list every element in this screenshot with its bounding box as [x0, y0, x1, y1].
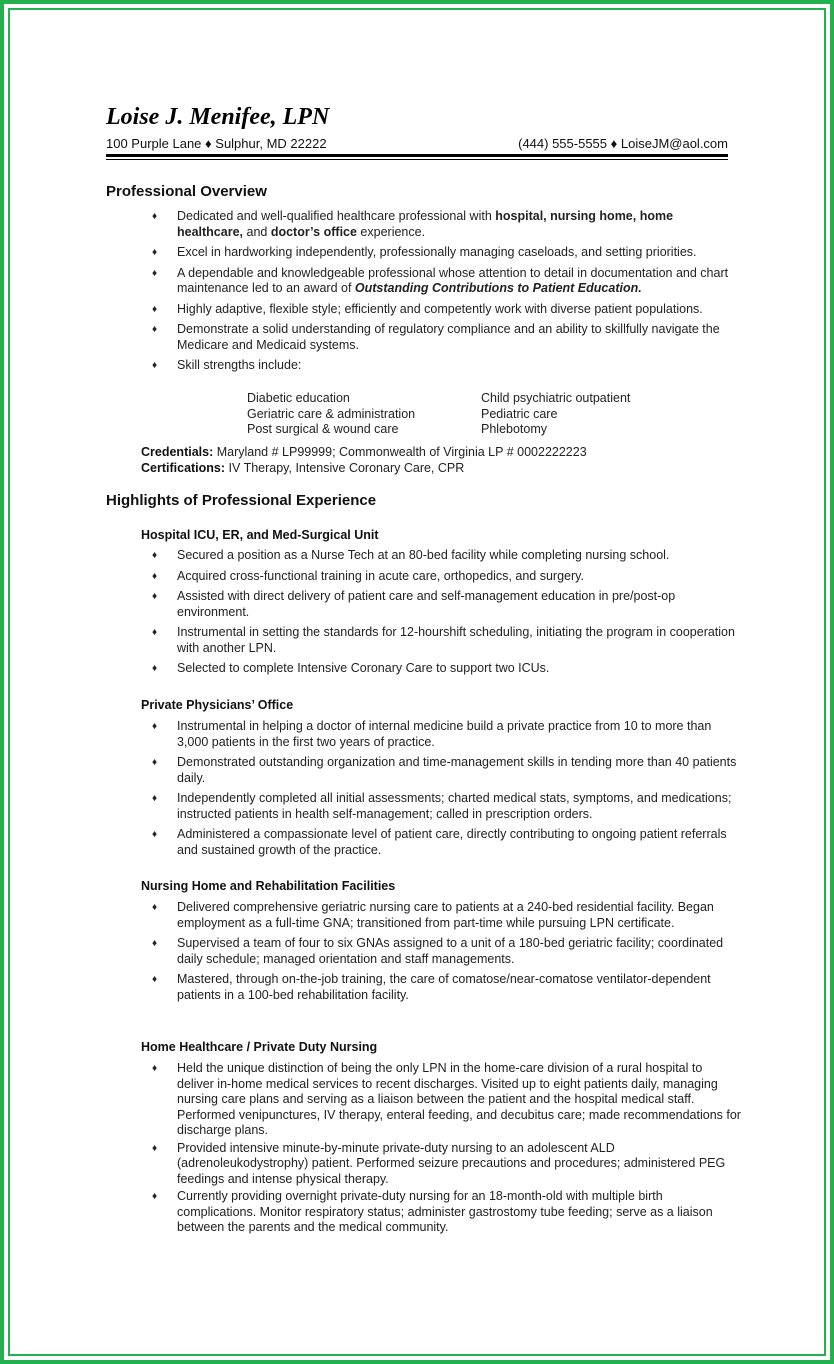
diamond-bullet-icon: ♦: [152, 974, 158, 985]
diamond-bullet-icon: ♦: [152, 663, 158, 674]
list-item: ♦ Independently completed all initial assessments; charted medical stats, symptoms, and medications; instructed patients in health self-management; called in prescription orders.: [152, 791, 732, 821]
diamond-bullet-icon: ♦: [152, 1063, 158, 1074]
skills-row: [247, 422, 667, 438]
section-list: [152, 719, 742, 858]
skill: Post surgical & wound care: [247, 422, 399, 436]
candidate-name: Loise J. Menifee, LPN: [106, 104, 330, 130]
diamond-bullet-icon: ♦: [152, 591, 158, 602]
list-item: ♦ Excel in hardworking independently, professionally managing caseloads, and setting priorities.: [152, 245, 697, 259]
list-item: ♦ A dependable and knowledgeable professional whose attention to detail in documentation and chart maintenance led to an award of Outstanding Contributions to Patient Education.: [152, 265, 729, 295]
list-item: ♦ Instrumental in helping a doctor of internal medicine build a private practice from 10 to more than 3,000 patients in the first two years of practice.: [152, 719, 712, 749]
skill: Pediatric care: [481, 406, 558, 421]
skill: Child psychiatric outpatient: [481, 391, 631, 405]
skills-row: [247, 407, 667, 423]
section-heading: Private Physicians’ Office: [141, 698, 294, 712]
diamond-bullet-icon: ♦: [152, 1142, 158, 1154]
list-item: ♦ Acquired cross-functional training in acute care, orthopedics, and surgery.: [152, 568, 584, 583]
experience-heading: Highlights of Professional Experience: [106, 492, 377, 509]
diamond-bullet-icon: ♦: [152, 721, 158, 732]
section-heading: Home Healthcare / Private Duty Nursing: [141, 1040, 378, 1054]
list-item: ♦ Secured a position as a Nurse Tech at an 80-bed facility while completing nursing school.: [152, 548, 670, 562]
list-item: ♦ Administered a compassionate level of patient care, directly contributing to ongoing patient referrals and sustained growth of the practice.: [152, 827, 727, 857]
diamond-bullet-icon: ♦: [152, 247, 158, 258]
section-heading: Hospital ICU, ER, and Med-Surgical Unit: [141, 528, 379, 542]
phone-email: (444) 555-5555 ♦ LoiseJM@aol.com: [518, 136, 728, 151]
diamond-bullet-icon: ♦: [152, 550, 158, 561]
skill: Diabetic education: [247, 391, 350, 405]
certifications: Certifications: IV Therapy, Intensive Coronary Care, CPR: [141, 461, 465, 475]
list-item: ♦ Delivered comprehensive geriatric nursing care to patients at a 240-bed residential facility. Began employment as a full-time GNA; transitioned from part-time while pursuing LPN certificate.: [152, 900, 714, 930]
header-rule-thick: [106, 154, 728, 157]
diamond-bullet-icon: ♦: [152, 627, 158, 638]
diamond-bullet-icon: ♦: [152, 211, 158, 222]
list-item: ♦ Provided intensive minute-by-minute private-duty nursing to an adolescent ALD (adrenoleukodystrophy) patient. Performed seizure precautions and procedures; administered PEG feedings and intense physical therapy.: [152, 1140, 726, 1186]
diamond-bullet-icon: ♦: [152, 360, 158, 371]
list-item: ♦ Currently providing overnight private-duty nursing for an 18-month-old with multiple birth complications. Monitor respiratory status; administer gastrostomy tube feeding; serve as a liaison between the parents and the medical community.: [152, 1189, 713, 1234]
skill: Phlebotomy: [481, 422, 548, 436]
diamond-bullet-icon: ♦: [152, 829, 158, 840]
diamond-bullet-icon: ♦: [152, 570, 158, 582]
overview-heading: Professional Overview: [106, 183, 267, 200]
diamond-bullet-icon: ♦: [152, 267, 158, 279]
list-item: ♦ Demonstrate a solid understanding of regulatory compliance and an ability to skillfully navigate the Medicare and Medicaid systems.: [152, 322, 720, 352]
overview-list: [152, 209, 742, 374]
diamond-bullet-icon: ♦: [152, 938, 158, 949]
list-item: ♦ Held the unique distinction of being the only LPN in the home-care division of a rural hospital to deliver in-home medical services to recent discharges. Visited up to eight patients daily, managing nursing care plans and serving as a liaison between the patient and the hospital medical staff. Performed venipunctures, IV therapy, enteral feeding, and decubitus care; made recommendations for discharge plans.: [152, 1061, 741, 1137]
diamond-bullet-icon: ♦: [152, 324, 158, 335]
diamond-bullet-icon: ♦: [152, 793, 158, 804]
section-list: [152, 548, 742, 677]
header-rule-thin: [106, 159, 728, 160]
diamond-bullet-icon: ♦: [152, 1191, 158, 1202]
section-heading: Nursing Home and Rehabilitation Facilities: [141, 879, 396, 893]
list-item: ♦ Highly adaptive, flexible style; efficiently and competently work with diverse patient populations.: [152, 301, 703, 316]
skills-row: [247, 391, 667, 407]
skills-table: [247, 391, 667, 438]
credentials: Credentials: Maryland # LP99999; Commonwealth of Virginia LP # 0002222223: [141, 445, 587, 459]
section-list: [152, 900, 742, 1003]
list-item: ♦ Skill strengths include:: [152, 358, 302, 372]
list-item: ♦ Selected to complete Intensive Coronary Care to support two ICUs.: [152, 661, 550, 675]
section-list: [152, 1061, 742, 1236]
diamond-bullet-icon: ♦: [152, 303, 158, 315]
diamond-bullet-icon: ♦: [152, 757, 158, 768]
list-item: ♦ Assisted with direct delivery of patient care and self-management education in pre/post-op environment.: [152, 589, 676, 619]
list-item: ♦ Mastered, through on-the-job training, the care of comatose/near-comatose ventilator-dependent patients in a 100-bed rehabilitation facility.: [152, 972, 711, 1002]
address: 100 Purple Lane ♦ Sulphur, MD 22222: [106, 136, 327, 151]
skill: Geriatric care & administration: [247, 406, 416, 421]
list-item: ♦ Demonstrated outstanding organization and time-management skills in tending more than 40 patients daily.: [152, 755, 737, 785]
list-item: ♦ Instrumental in setting the standards for 12-hourshift scheduling, initiating the program in cooperation with another LPN.: [152, 625, 735, 655]
diamond-bullet-icon: ♦: [152, 902, 158, 913]
list-item: ♦ Dedicated and well-qualified healthcare professional with hospital, nursing home, home healthcare, and doctor’s office experience.: [152, 209, 674, 239]
list-item: ♦ Supervised a team of four to six GNAs assigned to a unit of a 180-bed geriatric facility; coordinated daily schedule; managed orientation and staff managements.: [152, 936, 724, 966]
